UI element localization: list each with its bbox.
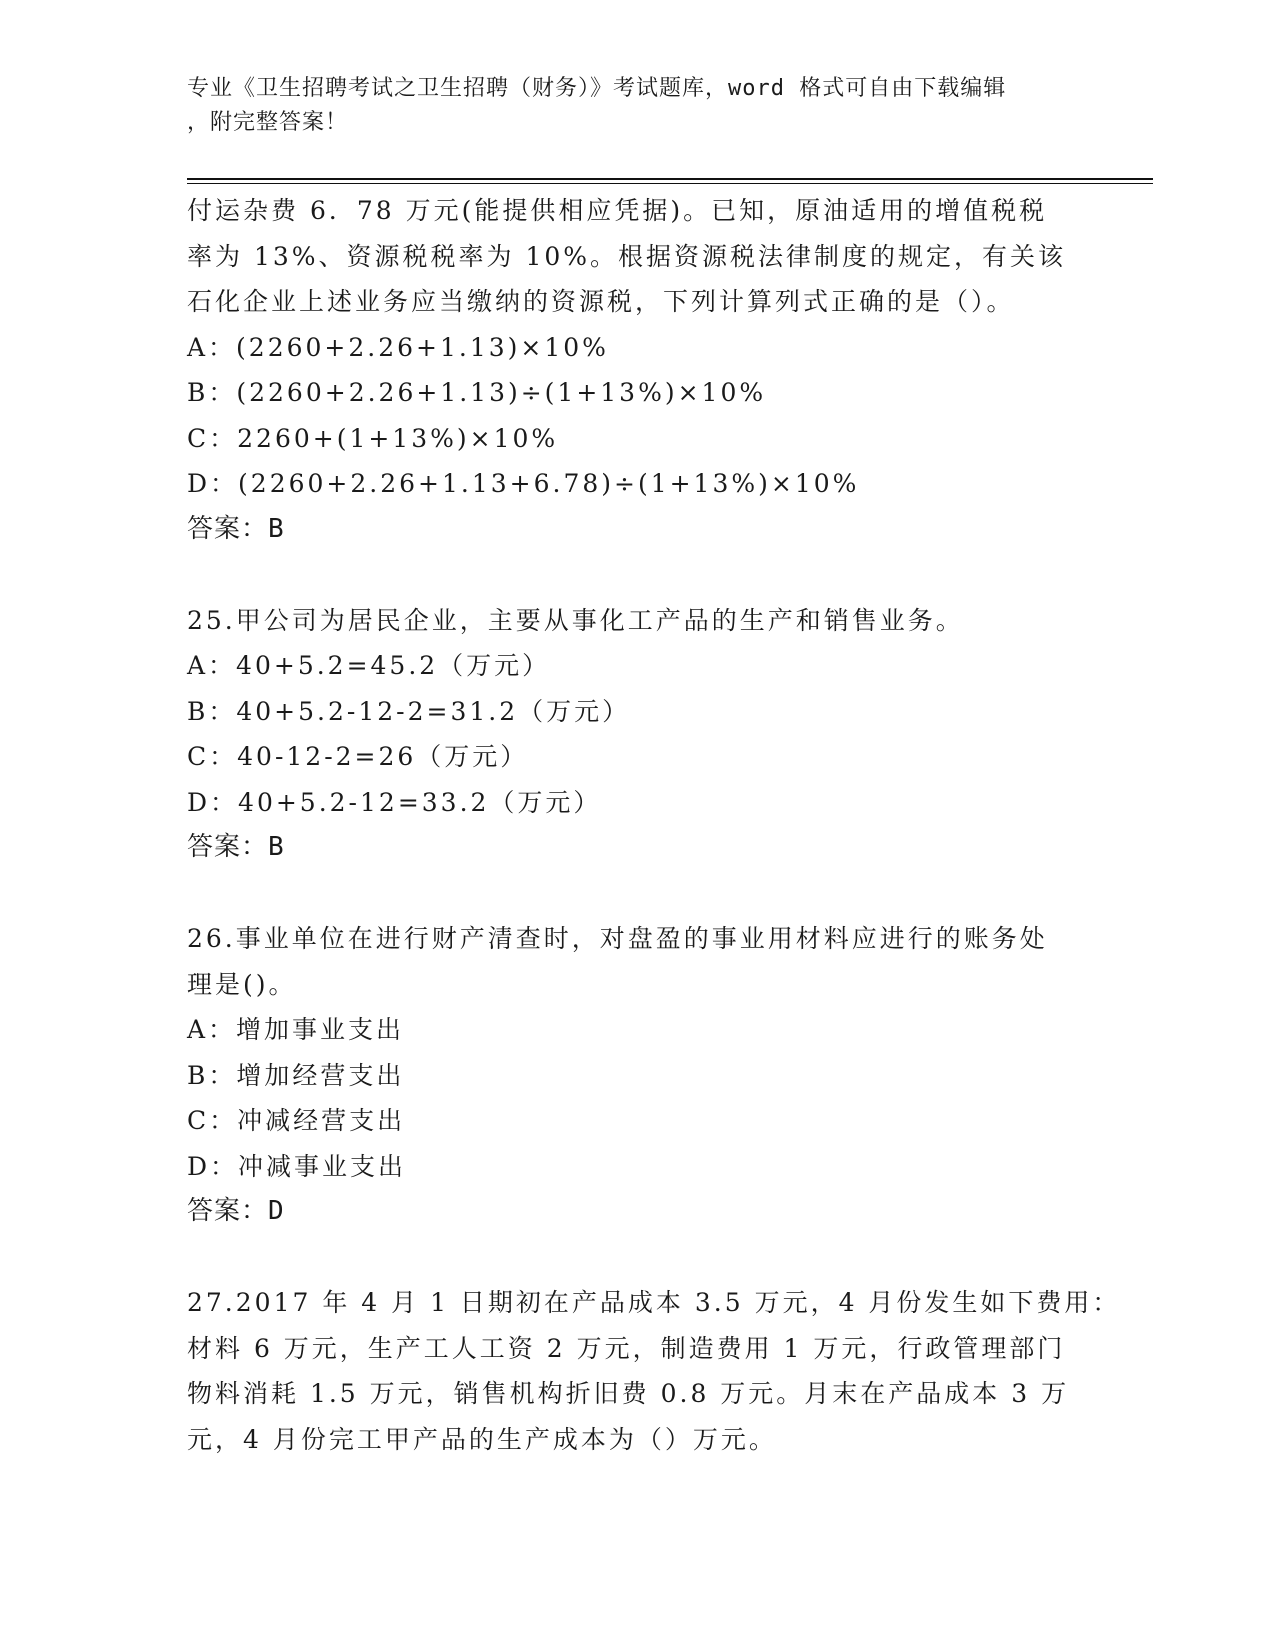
header-divider-thick: [187, 178, 1153, 180]
question-text-line: 元，4 月份完工甲产品的生产成本为（）万元。: [187, 1424, 777, 1454]
answer-label: 答案：B: [187, 513, 285, 544]
question-text-line: 物料消耗 1.5 万元，销售机构折旧费 0.8 万元。月末在产品成本 3 万: [187, 1379, 1070, 1408]
header-line-1: 专业《卫生招聘考试之卫生招聘（财务）》考试题库，word 格式可自由下载编辑: [187, 76, 1007, 101]
option-a: A：增加事业支出: [187, 1015, 405, 1044]
question-text-line: 25.甲公司为居民企业，主要从事化工产品的生产和销售业务。: [187, 605, 964, 635]
option-d: D：40+5.2-12=33.2（万元）: [187, 787, 602, 817]
question-25: [187, 598, 1087, 871]
spacer: [187, 552, 1087, 598]
option-d: D：(2260+2.26+1.13+6.78)÷(1+13%)×10%: [187, 469, 860, 498]
header-divider-thin: [187, 183, 1153, 184]
question-26: [187, 916, 1087, 1235]
option-a: A：(2260+2.26+1.13)×10%: [187, 332, 609, 362]
answer-label: 答案：D: [187, 1196, 285, 1226]
option-b: B：(2260+2.26+1.13)÷(1+13%)×10%: [187, 378, 767, 407]
header-line-2: ，附完整答案！: [187, 110, 349, 135]
option-c: C：2260+(1+13%)×10%: [187, 423, 559, 453]
question-text-line: 付运杂费 6．78 万元(能提供相应凭据)。已知，原油适用的增值税税: [187, 196, 1048, 225]
answer-label: 答案：B: [187, 832, 285, 862]
spacer: [187, 1235, 1087, 1281]
option-c: C：冲减经营支出: [187, 1106, 406, 1135]
question-27: [187, 1280, 1121, 1462]
option-d: D：冲减事业支出: [187, 1151, 407, 1181]
question-text-line: 27.2017 年 4 月 1 日期初在产品成本 3.5 万元，4 月份发生如下费用：: [187, 1288, 1121, 1317]
option-a: A：40+5.2=45.2（万元）: [187, 651, 551, 680]
option-b: B：40+5.2-12-2=31.2（万元）: [187, 696, 631, 726]
question-24: [187, 188, 1087, 552]
document-header: [187, 72, 1087, 140]
question-text-line: 材料 6 万元，生产工人工资 2 万元，制造费用 1 万元，行政管理部门: [187, 1333, 1066, 1363]
option-c: C：40-12-2=26（万元）: [187, 742, 529, 771]
question-content: [187, 188, 1121, 1462]
option-b: B：增加经营支出: [187, 1060, 405, 1090]
question-text-line: 石化企业上述业务应当缴纳的资源税，下列计算列式正确的是（）。: [187, 287, 1015, 316]
question-text-line: 理是()。: [187, 969, 297, 999]
question-text-line: 26.事业单位在进行财产清查时，对盘盈的事业用材料应进行的账务处: [187, 924, 1048, 953]
spacer: [187, 871, 1087, 917]
question-text-line: 率为 13%、资源税税率为 10%。根据资源税法律制度的规定，有关该: [187, 241, 1067, 271]
